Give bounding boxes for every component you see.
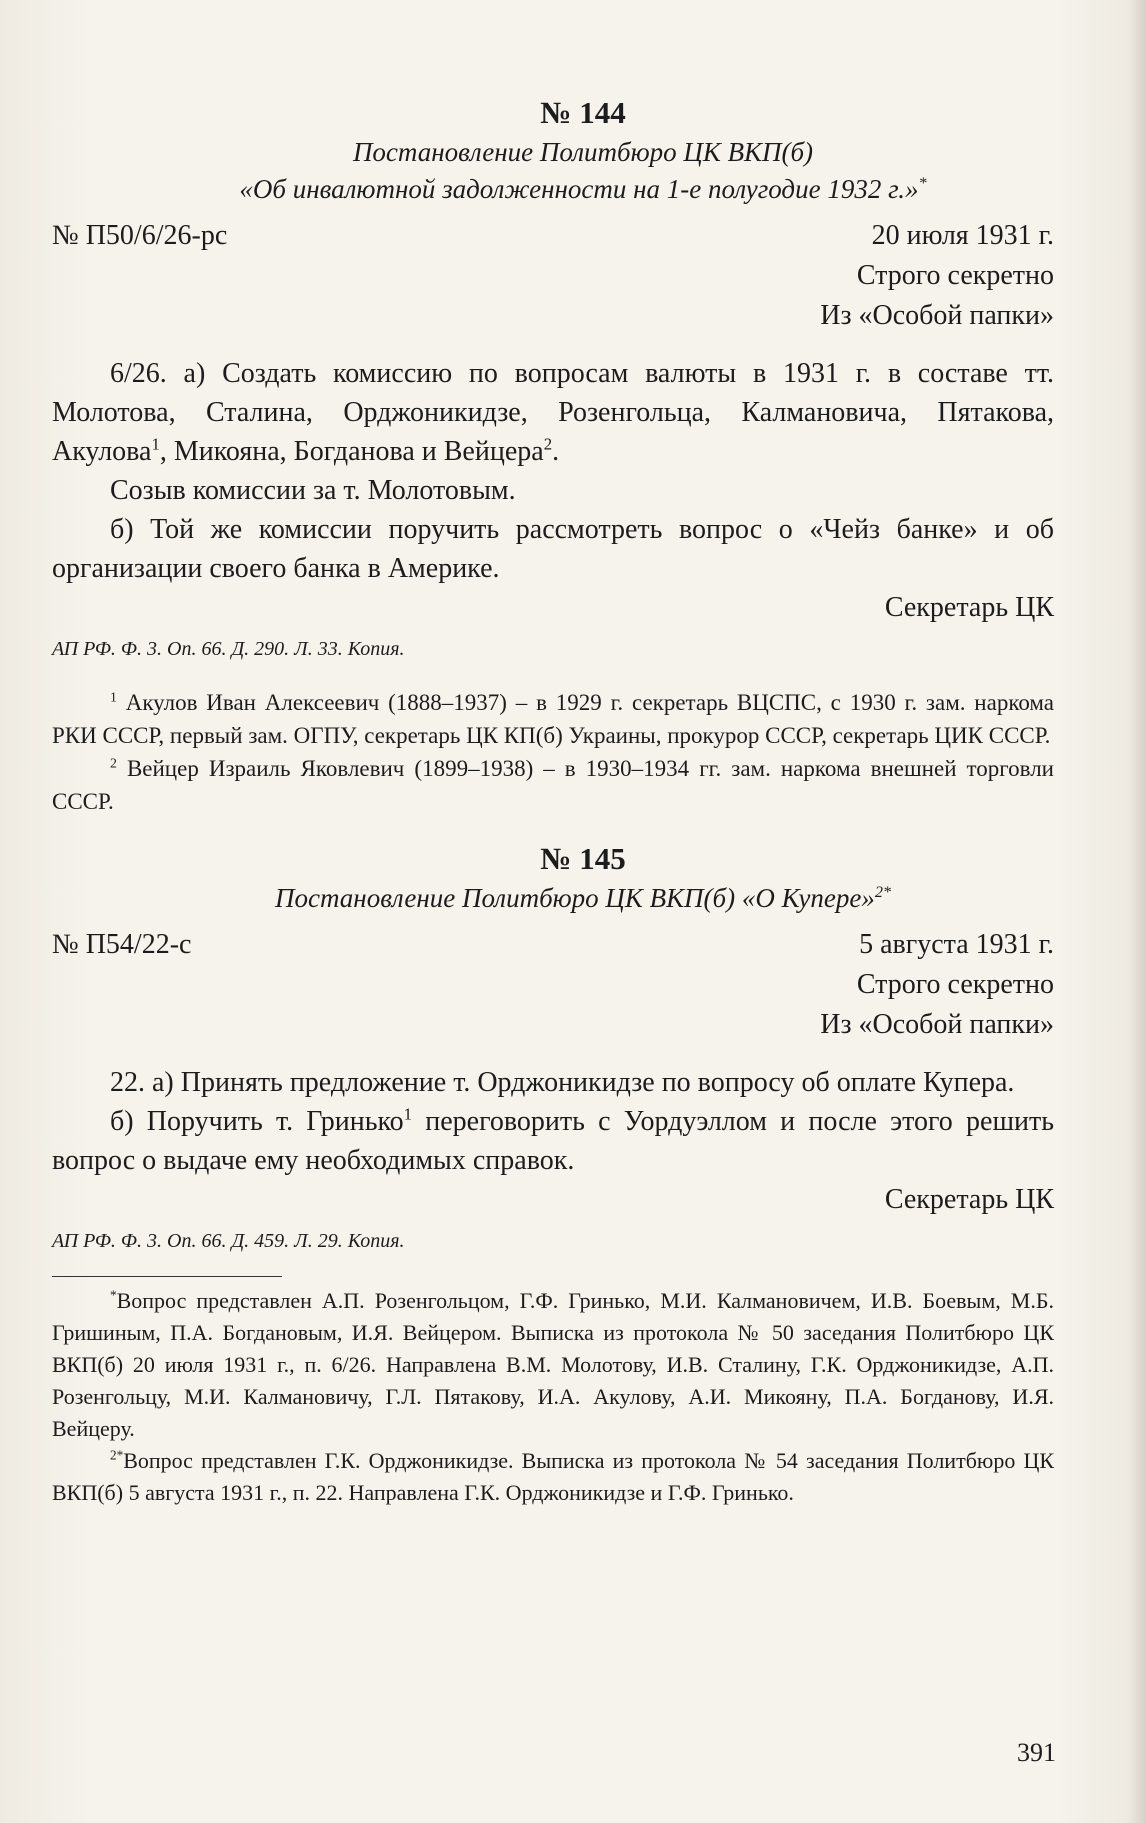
resolution-paragraph-a [52, 354, 1054, 471]
footnote-text: Вопрос представлен А.П. Розенгольцом, Г.Ф. Гринько, М.И. Калмановичем, И.В. Боевым, М.Б. Гришиным, П.А. Богдановым, И.Я. Вейцером. Выписка из протокола № 50 заседания Политбюро ЦК ВКП(б) 20 июля 1931 г., п. 6/26. Направлена В.М. Молотову, И.В. Сталину, Г.К. Орджоникидзе, А.П. Розенгольцу, М.И. Калмановичу, Г.Л. Пятакову, И.А. Акулову, А.И. Микояну, П.А. Богданову, И.Я. Вейцеру. [52, 1288, 1054, 1441]
footnote-ref-1: 1 [403, 1104, 413, 1124]
footnotes [52, 686, 1054, 818]
classification-label: Строго секретно [856, 969, 1054, 1000]
archive-source: АП РФ. Ф. 3. Оп. 66. Д. 459. Л. 29. Копия. [52, 1230, 405, 1252]
paragraph-text: б) Поручить т. Гринько [110, 1106, 404, 1137]
document-title-line-1: Постановление Политбюро ЦК ВКП(б) [352, 137, 814, 167]
archive-source: АП РФ. Ф. 3. Оп. 66. Д. 290. Л. 33. Копия. [52, 638, 405, 660]
document-title-line-2 [112, 171, 1054, 208]
classification-label: Строго секретно [856, 260, 1054, 291]
paragraph-text: . [552, 436, 560, 467]
footnote-divider [52, 1276, 282, 1277]
folder-label: Из «Особой папки» [820, 1009, 1054, 1040]
document-date: 20 июля 1931 г. [871, 220, 1054, 251]
document-date: 5 августа 1931 г. [859, 929, 1054, 960]
document-number: № 144 [540, 95, 626, 130]
document-reference: № П54/22-с [52, 929, 192, 960]
document-title-text: Постановление Политбюро ЦК ВКП(б) «О Купере» [274, 883, 875, 913]
page-content [52, 92, 1054, 1509]
document-title-text: «Об инвалютной задолженности на 1-е полугодие 1932 г.» [239, 174, 919, 204]
footnote-mark: * [110, 1287, 117, 1303]
paragraph-text: , Микояна, Богданова и Вейцера [159, 436, 544, 467]
resolution-paragraph-b: б) Той же комиссии поручить рассмотреть вопрос о «Чейз банке» и об организации своего банка в Америке. [52, 514, 1054, 584]
footnote-ref-1: 1 [151, 434, 160, 454]
footnote-mark: 2* [110, 1447, 124, 1463]
footnote-mark: 1 [110, 689, 117, 705]
document-144 [52, 92, 1054, 818]
document-145 [52, 838, 1054, 1256]
document-number: № 145 [540, 841, 626, 876]
page-footnote-double-star [52, 1445, 1054, 1509]
document-title [112, 880, 1054, 917]
page-footnote-star [52, 1285, 1054, 1445]
folder-label: Из «Особой папки» [820, 300, 1054, 331]
page-footnotes [52, 1285, 1054, 1509]
resolution-paragraph-convene: Созыв комиссии за т. Молотовым. [110, 475, 516, 506]
signature: Секретарь ЦК [884, 592, 1054, 623]
paragraph-text: 6/26. а) Создать комиссию по вопросам валюты в 1931 г. в составе тт. Молотова, Сталина, Орджоникидзе, Розенгольца, Калмановича, Пятакова, Акулова [52, 358, 1054, 467]
binding-shadow [1128, 0, 1146, 1823]
footnote-ref-2: 2 [543, 434, 553, 454]
footnote-mark: 2 [110, 755, 117, 771]
footnote-text: Вопрос представлен Г.К. Орджоникидзе. Выписка из протокола № 54 заседания Политбюро ЦК ВКП(б) 5 августа 1931 г., п. 22. Направлена Г.К. Орджоникидзе и Г.Ф. Гринько. [52, 1448, 1054, 1505]
document-meta-row [52, 216, 1054, 256]
resolution-paragraph-a: 22. а) Принять предложение т. Орджоникидзе по вопросу об оплате Купера. [110, 1067, 1015, 1098]
paragraph-text: переговорить с Уордуэллом и после этого решить вопрос о выдаче ему необходимых справок. [52, 1106, 1054, 1176]
footnote-text: Вейцер Израиль Яковлевич (1899–1938) – в 1930–1934 гг. зам. наркома внешней торговли СССР. [52, 756, 1054, 814]
document-meta-row [52, 925, 1054, 965]
resolution-paragraph-b [52, 1102, 1054, 1180]
footnote-text: Акулов Иван Алексеевич (1888–1937) – в 1929 г. секретарь ВЦСПС, с 1930 г. зам. наркома РКИ СССР, первый зам. ОГПУ, секретарь ЦК КП(б) Украины, прокурор СССР, секретарь ЦИК СССР. [52, 690, 1055, 748]
footnote-2 [52, 752, 1054, 818]
document-reference: № П50/6/26-рс [52, 220, 228, 251]
title-note-mark: 2* [874, 883, 891, 901]
signature: Секретарь ЦК [884, 1184, 1054, 1215]
page-number: 391 [1017, 1738, 1056, 1767]
title-note-mark: * [918, 174, 927, 192]
footnote-1 [52, 686, 1054, 752]
